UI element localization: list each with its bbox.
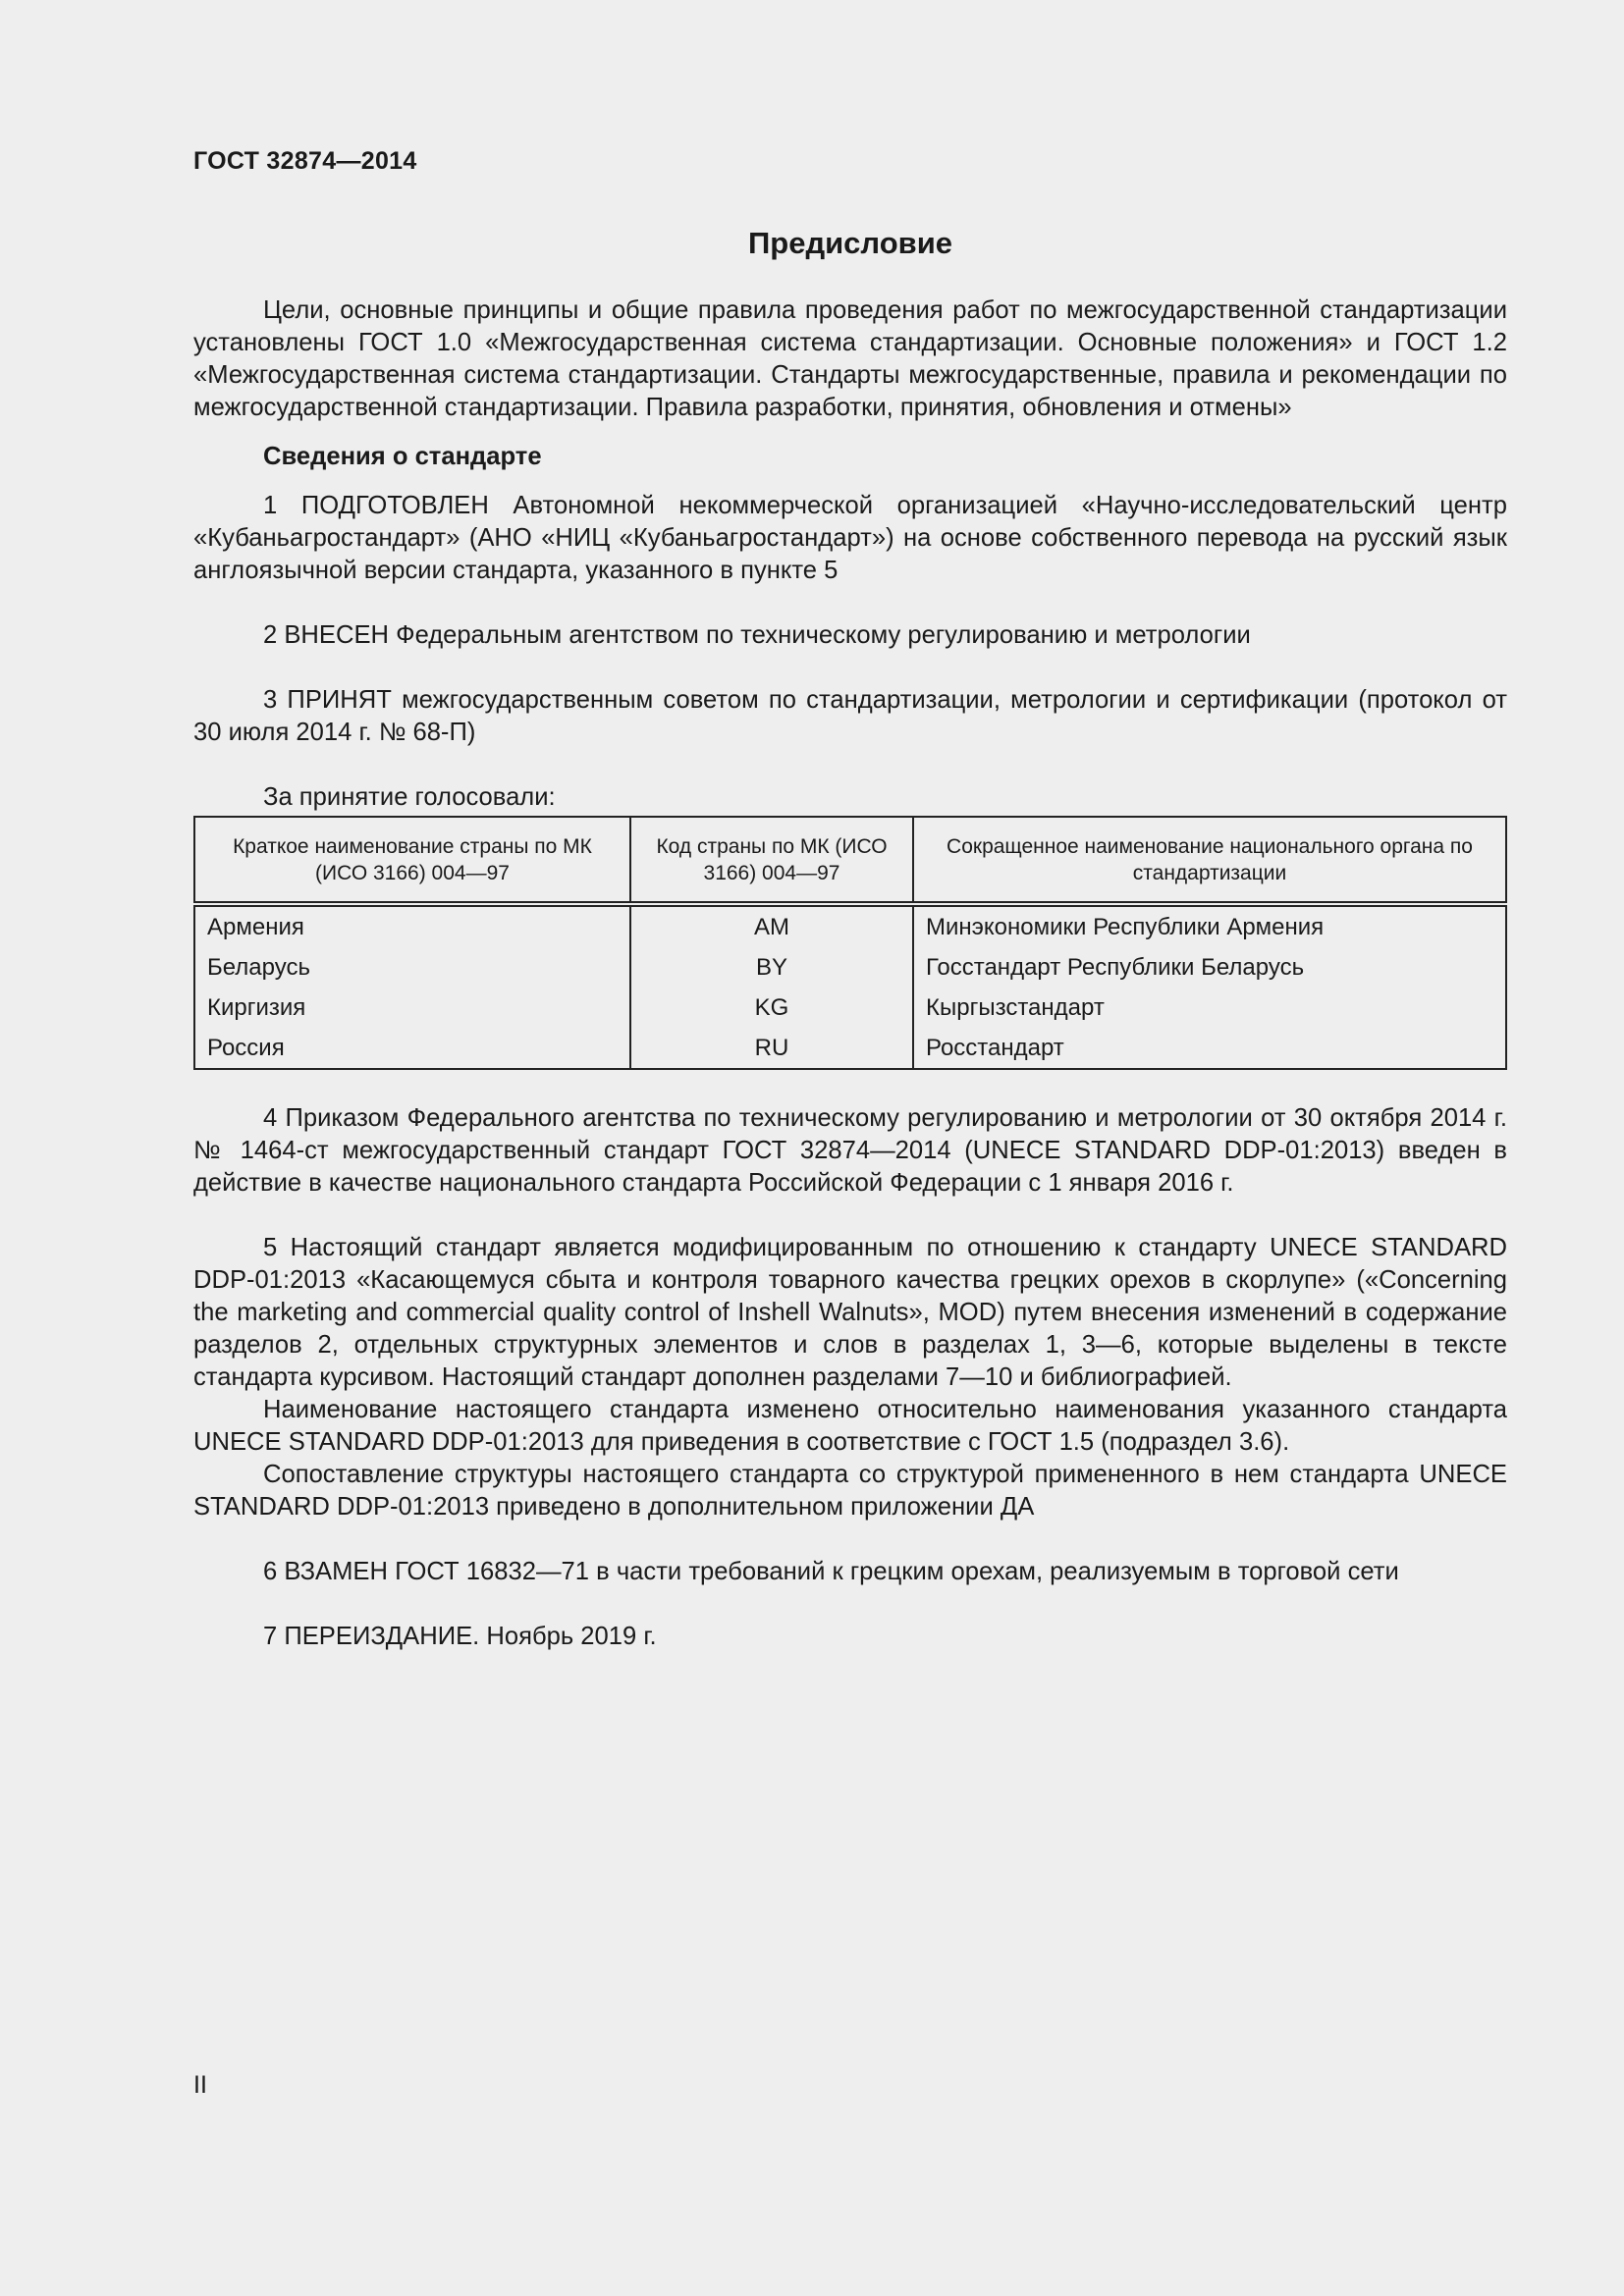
page-number: II: [193, 2071, 207, 2099]
table-header-cell: Краткое наименование страны по МК (ИСО 3166) 004—97: [194, 817, 630, 904]
table-row: [194, 947, 1506, 988]
item-7-reissue: 7 ПЕРЕИЗДАНИЕ. Ноябрь 2019 г.: [263, 1623, 657, 1650]
item-2-submitted: 2 ВНЕСЕН Федеральным агентством по техническому регулированию и метрологии: [263, 621, 1251, 649]
item-4-enacted: 4 Приказом Федерального агентства по техническому регулированию и метрологии от 30 октября 2014 г. № 1464-ст межгосударственный стандарт ГОСТ 32874—2014 (UNECE STANDARD DDP-01:2013) введен в действие в качестве национального стандарта Российской Федерации с 1 января 2016 г.: [193, 1104, 1507, 1197]
document-code: ГОСТ 32874—2014: [193, 147, 417, 175]
intro-paragraph: Цели, основные принципы и общие правила проведения работ по межгосударственной стандартизации установлены ГОСТ 1.0 «Межгосударственная система стандартизации. Основные положения» и ГОСТ 1.2 «Межгосударственная система стандартизации. Стандарты межгосударственные, правила и рекомендации по межгосударственной стандартизации. Правила разработки, принятия, обновления и отмены»: [193, 296, 1507, 421]
table-row: [194, 988, 1506, 1028]
table-cell-body: Госстандарт Республики Беларусь: [913, 947, 1506, 988]
table-row: [194, 1028, 1506, 1069]
table-cell-country: Армения: [194, 904, 630, 947]
table-cell-country: Россия: [194, 1028, 630, 1069]
document-page: [193, 0, 1507, 2296]
item-1-prepared: 1 ПОДГОТОВЛЕН Автономной некоммерческой организацией «Научно-исследовательский центр «Кубаньагростандарт» (АНО «НИЦ «Кубаньагростандарт») на основе собственного перевода на русский язык англоязычной версии стандарта, указанного в пункте 5: [193, 492, 1507, 584]
section-subheading: Сведения о стандарте: [263, 443, 542, 470]
document-body: [193, 294, 1507, 1653]
table-header-cell: Код страны по МК (ИСО 3166) 004—97: [630, 817, 913, 904]
table-cell-country: Киргизия: [194, 988, 630, 1028]
table-cell-code: RU: [630, 1028, 913, 1069]
table-cell-code: BY: [630, 947, 913, 988]
table-cell-country: Беларусь: [194, 947, 630, 988]
table-header-cell: Сокращенное наименование национального органа по стандартизации: [913, 817, 1506, 904]
item-6-replaces: 6 ВЗАМЕН ГОСТ 16832—71 в части требований к грецким орехам, реализуемым в торговой сети: [263, 1558, 1399, 1585]
item-5-structure-note: Сопоставление структуры настоящего стандарта со структурой примененного в нем стандарта UNECE STANDARD DDP-01:2013 приведено в дополнительном приложении ДА: [193, 1461, 1507, 1521]
voted-caption: За принятие голосовали:: [263, 783, 556, 811]
table-cell-code: KG: [630, 988, 913, 1028]
item-3-adopted: 3 ПРИНЯТ межгосударственным советом по стандартизации, метрологии и сертификации (протокол от 30 июля 2014 г. № 68-П): [193, 686, 1507, 746]
table-cell-code: AM: [630, 904, 913, 947]
table-row: [194, 904, 1506, 947]
page-title: Предисловие: [747, 226, 952, 260]
table-cell-body: Кыргызстандарт: [913, 988, 1506, 1028]
table-cell-body: Росстандарт: [913, 1028, 1506, 1069]
item-5-title-note: Наименование настоящего стандарта изменено относительно наименования указанного стандарта UNECE STANDARD DDP-01:2013 для приведения в соответствие с ГОСТ 1.5 (подраздел 3.6).: [193, 1396, 1507, 1456]
table-header-row: [194, 817, 1506, 904]
voting-table: [193, 816, 1507, 1070]
item-5-modified: 5 Настоящий стандарт является модифицированным по отношению к стандарту UNECE STANDARD DDP-01:2013 «Касающемуся сбыта и контроля товарного качества грецких орехов в скорлупе» («Concerning the marketing and commercial quality control of Inshell Walnuts», MOD) путем внесения изменений в содержание разделов 2, отдельных структурных элементов и слов в разделах 1, 3—6, которые выделены в тексте стандарта курсивом. Настоящий стандарт дополнен разделами 7—10 и библиографией.: [193, 1234, 1507, 1391]
table-cell-body: Минэкономики Республики Армения: [913, 904, 1506, 947]
